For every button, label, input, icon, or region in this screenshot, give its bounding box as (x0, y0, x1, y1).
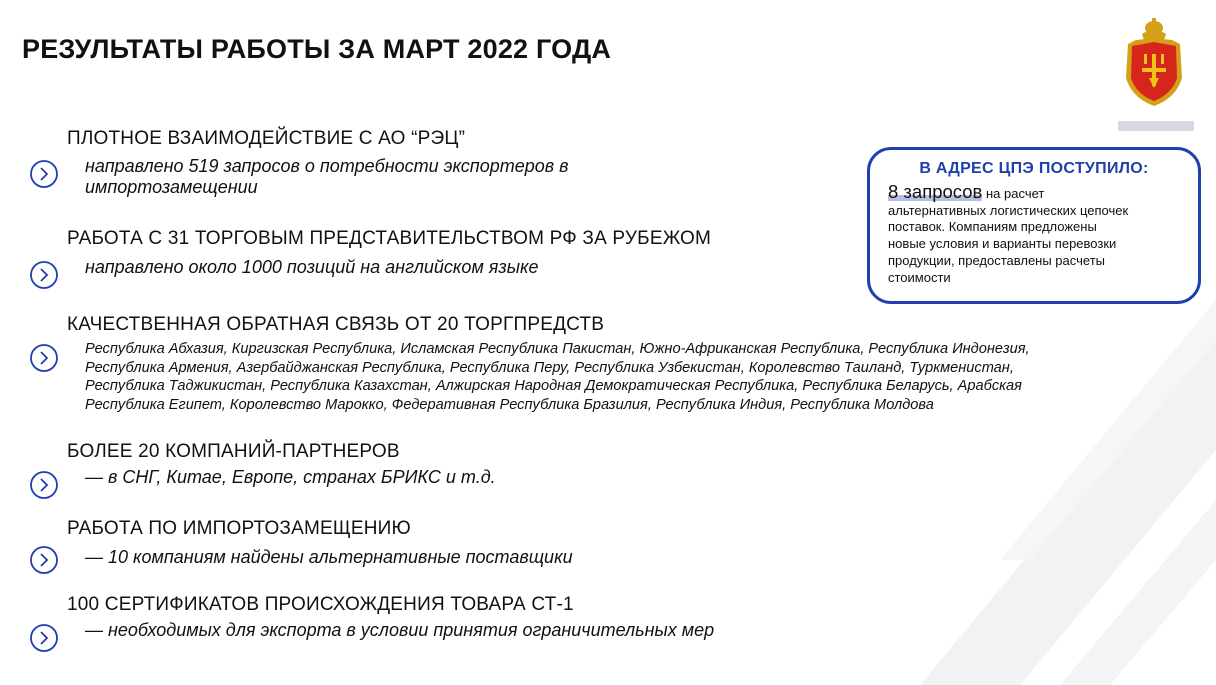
chevron-right-circle-icon (29, 159, 59, 189)
info-box-line: поставок. Компаниям предложены (888, 219, 1097, 235)
section-text-line: — необходимых для экспорта в условии принятия ограничительных мер (85, 620, 715, 640)
chevron-right-circle-icon (29, 260, 59, 290)
info-box-line: альтернативных логистических цепочек (888, 202, 1129, 218)
section-text-line: Республика Абхазия, Киргизская Республика, Исламская Республика Пакистан, Южно-Африканская Республика, Республика Индонезия, (85, 341, 1030, 357)
info-box-highlight: 8 запросов (888, 181, 983, 202)
info-box-first-line (888, 181, 1192, 203)
chevron-right-circle-icon (29, 545, 59, 575)
section-heading: ПЛОТНОЕ ВЗАИМОДЕЙСТВИЕ С АО “РЭЦ” (67, 128, 466, 149)
section-text-line: направлено около 1000 позиций на английском языке (85, 257, 539, 277)
info-box-line: продукции, предоставлены расчеты (888, 252, 1105, 268)
section-text-line: импортозамещении (85, 177, 258, 197)
tula-coat-of-arms-icon (1122, 18, 1186, 110)
section-heading: 100 СЕРТИФИКАТОВ ПРОИСХОЖДЕНИЯ ТОВАРА СТ-1 (67, 594, 574, 615)
info-box (867, 147, 1201, 304)
section-text-line: Республика Армения, Азербайджанская Республика, Республика Перу, Республика Узбекистан, Королевство Таиланд, Туркменистан, (85, 359, 1014, 376)
section-text-line: направлено 519 запросов о потребности экспортеров в (85, 156, 569, 176)
section-heading: КАЧЕСТВЕННАЯ ОБРАТНАЯ СВЯЗЬ ОТ 20 ТОРГПРЕДСТВ (67, 314, 605, 335)
info-box-line: стоимости (888, 269, 951, 285)
section-text-line: — 10 компаниям найдены альтернативные поставщики (85, 547, 573, 567)
section-heading: РАБОТА ПО ИМПОРТОЗАМЕЩЕНИЮ (67, 518, 411, 539)
section-text-line: Республика Таджикистан, Республика Казахстан, Алжирская Народная Демократическая Республика, Республика Беларусь, Арабская (85, 378, 1022, 394)
section-heading: БОЛЕЕ 20 КОМПАНИЙ-ПАРТНЕРОВ (67, 441, 400, 462)
chevron-right-circle-icon (29, 343, 59, 373)
chevron-right-circle-icon (29, 623, 59, 653)
info-box-title: В АДРЕС ЦПЭ ПОСТУПИЛО: (919, 160, 1149, 177)
info-box-text (888, 181, 1192, 286)
section-text-line: — в СНГ, Китае, Европе, странах БРИКС и т.д. (85, 467, 496, 487)
page-title: РЕЗУЛЬТАТЫ РАБОТЫ ЗА МАРТ 2022 ГОДА (22, 34, 612, 64)
section-heading: РАБОТА С 31 ТОРГОВЫМ ПРЕДСТАВИТЕЛЬСТВОМ РФ ЗА РУБЕЖОМ (67, 228, 712, 249)
info-box-line: новые условия и варианты перевозки (888, 236, 1117, 252)
chevron-right-circle-icon (29, 470, 59, 500)
emblem-underline (1118, 121, 1194, 131)
info-box-line: на расчет (982, 186, 1045, 201)
section-text-line: Республика Египет, Королевство Марокко, Федеративная Республика Бразилия, Республика Индия, Республика Молдова (85, 396, 934, 413)
